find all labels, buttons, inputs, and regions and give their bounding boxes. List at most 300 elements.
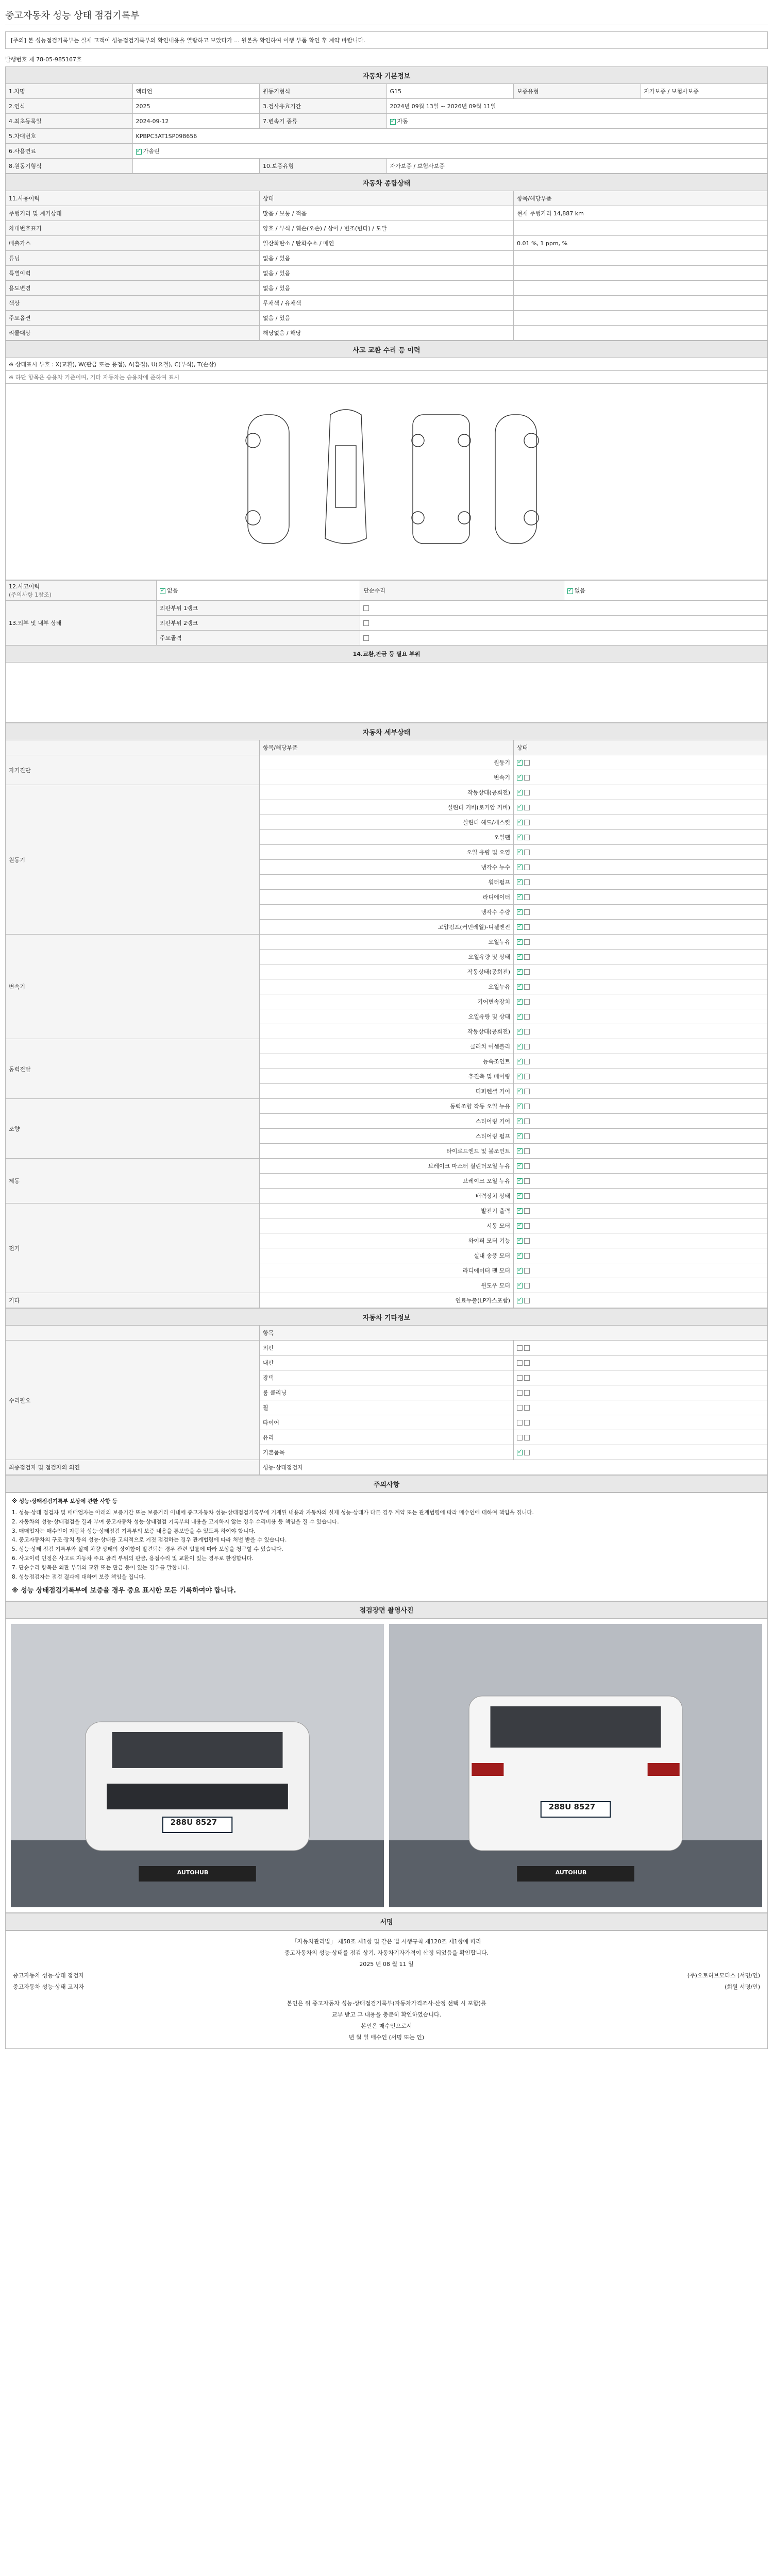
receipt-line2: 교부 받고 그 내용을 충분히 확인하였습니다. <box>331 2011 442 2018</box>
checkbox-icon <box>517 1074 523 1079</box>
detail-item-label: 브레이크 오일 누유 <box>260 1174 514 1189</box>
signature-section <box>5 1913 768 1930</box>
buyer-sign: 년 월 일 매수인 (서명 또는 인) <box>348 2033 425 2041</box>
detail-item-label: 등속조인트 <box>260 1054 514 1069</box>
detail-item-label: 시동 모터 <box>260 1218 514 1233</box>
detail-header-state: 상태 <box>514 740 768 755</box>
etc-row: 광택 <box>260 1370 514 1385</box>
detail-item-label: 오일누유 <box>260 979 514 994</box>
checkbox-icon <box>524 1118 530 1124</box>
accident-label <box>6 581 157 601</box>
detail-header-items: 항목/해당부품 <box>260 740 514 755</box>
signature-section-title: 서명 <box>6 1913 768 1930</box>
checkbox-icon <box>524 894 530 900</box>
detail-item-state <box>514 890 768 905</box>
checkbox-icon <box>524 820 530 825</box>
checkbox-icon <box>517 1044 523 1049</box>
detail-item-label: 실내 송풍 모터 <box>260 1248 514 1263</box>
checkbox-icon <box>567 588 573 594</box>
detail-item-label: 스티어링 펌프 <box>260 1129 514 1144</box>
checkbox-icon <box>390 119 396 125</box>
front-plate-text: 288U 8527 <box>170 1817 217 1827</box>
general-row-state: 없음 / 있음 <box>260 281 514 296</box>
detail-group-label: 원동기 <box>6 785 260 935</box>
checkbox-icon <box>517 1450 523 1455</box>
checkbox-icon <box>517 1268 523 1274</box>
checkbox-icon <box>524 1450 530 1455</box>
sign-line2: 중고자동차의 성능·상태를 점검 상기, 자동차기자가격이 산정 되었음을 확인합니다. <box>284 1949 489 1956</box>
exterior-note: ※ 하단 항목은 승용차 기준이며, 기타 자동차는 승용차에 준하여 표시 <box>6 371 768 384</box>
general-row-state: 없음 / 있음 <box>260 311 514 326</box>
etc-row-value <box>514 1385 768 1400</box>
rear-plate-text: 288U 8527 <box>548 1802 596 1811</box>
rear-banner-text: AUTOHUB <box>555 1869 587 1876</box>
detail-item-state <box>514 1189 768 1204</box>
checkbox-icon <box>517 1375 523 1381</box>
detail-row <box>6 755 768 770</box>
repair-table <box>5 580 768 723</box>
general-row-note <box>514 266 768 281</box>
detail-item-label: 작동상태(공회전) <box>260 964 514 979</box>
detail-item-label: 배력장치 상태 <box>260 1189 514 1204</box>
detail-item-state <box>514 1263 768 1278</box>
rear-photo <box>389 1624 762 1907</box>
car-diagram <box>5 384 768 580</box>
accident-label-text: 12.사고이력 <box>9 583 40 590</box>
detail-item-label: 냉각수 누수 <box>260 860 514 875</box>
detail-item-label: 스티어링 기어 <box>260 1114 514 1129</box>
caution-notes <box>5 1493 768 1601</box>
detail-item-state <box>514 1009 768 1024</box>
buyer-label: 본인은 매수인으로서 <box>361 2022 412 2029</box>
general-row-label: 차대번호표기 <box>6 221 260 236</box>
sign-date: 2025 년 08 월 11 일 <box>359 1960 414 1968</box>
checkbox-icon <box>517 1298 523 1303</box>
checkbox-icon <box>524 1360 530 1366</box>
fuel-text: 가솔린 <box>143 148 160 155</box>
etc-row: 타이어 <box>260 1415 514 1430</box>
checkbox-icon <box>524 1059 530 1064</box>
checkbox-icon <box>363 620 369 626</box>
etc-row-value <box>514 1415 768 1430</box>
value-engine-type: G15 <box>386 84 514 99</box>
checkbox-icon <box>517 894 523 900</box>
checkbox-icon <box>524 999 530 1005</box>
detail-item-label: 작동상태(공회전) <box>260 1024 514 1039</box>
general-row-state: 없음 / 있음 <box>260 251 514 266</box>
detail-item-state <box>514 845 768 860</box>
label-engine-model: 8.원동기형식 <box>6 159 133 174</box>
caution-item: 6. 사고이력 인정은 사고로 자동차 주요 골격 부위의 판금, 용접수리 및 교환이 있는 경우로 한정합니다. <box>12 1555 254 1562</box>
general-row-label: 튜닝 <box>6 251 260 266</box>
detail-item-label: 클러치 어셈블리 <box>260 1039 514 1054</box>
checkbox-icon <box>517 1133 523 1139</box>
outer-section-title: 14.교환,판금 등 필요 부위 <box>6 646 768 663</box>
checkbox-icon <box>524 850 530 855</box>
detail-item-label: 디퍼렌셜 기어 <box>260 1084 514 1099</box>
checkbox-icon <box>363 635 369 641</box>
checkbox-icon <box>517 1148 523 1154</box>
checkbox-icon <box>517 1014 523 1020</box>
receipt-line1: 본인은 위 중고자동차 성능·상태점검기록부(자동차가격조사·산정 선택 시 포함)를 <box>287 1999 486 2007</box>
checkbox-icon <box>524 790 530 795</box>
general-row-note: 0.01 %, 1 ppm, % <box>514 236 768 251</box>
detail-row <box>6 935 768 950</box>
general-row-note <box>514 296 768 311</box>
checkbox-icon <box>517 1223 523 1229</box>
etc-table <box>5 1308 768 1475</box>
general-row-note: 현재 주행거리 14,887 km <box>514 206 768 221</box>
exterior-section <box>5 341 768 384</box>
checkbox-icon <box>517 805 523 810</box>
checkbox-icon <box>517 820 523 825</box>
checkbox-icon <box>517 790 523 795</box>
rank2-value <box>360 616 768 631</box>
rank1-value <box>360 601 768 616</box>
checkbox-icon <box>524 954 530 960</box>
car-front-image <box>11 1624 384 1907</box>
checkbox-icon <box>517 1420 523 1426</box>
detail-group-label: 조향 <box>6 1099 260 1159</box>
detail-item-state <box>514 964 768 979</box>
checkbox-icon <box>517 1360 523 1366</box>
general-header-item: 항목/해당부품 <box>514 191 768 206</box>
general-row-state: 해당없음 / 해당 <box>260 326 514 341</box>
detail-item-state <box>514 1204 768 1218</box>
detail-item-label: 연료누출(LP가스포함) <box>260 1293 514 1308</box>
inspector-value: (주)오토허브모터스 (서명/인) <box>687 1972 760 1979</box>
exterior-legend: ※ 상태표시 부호 : X(교환), W(판금 또는 용접), A(흠집), U(요철), C(부식), T(손상) <box>6 358 768 371</box>
detail-item-label: 추진축 및 베어링 <box>260 1069 514 1084</box>
car-outline-icon <box>6 384 767 579</box>
label-car-name: 1.차명 <box>6 84 133 99</box>
detail-item-state <box>514 1278 768 1293</box>
label-warranty-type: 10.보증유형 <box>260 159 387 174</box>
checkbox-icon <box>136 149 142 155</box>
checkbox-icon <box>524 1420 530 1426</box>
document-number: 발행번호 제 78-05-985167호 <box>5 56 82 63</box>
detail-group-label: 변속기 <box>6 935 260 1039</box>
checkbox-icon <box>524 1104 530 1109</box>
photos-row <box>5 1619 768 1913</box>
exterior-section-title: 사고 교환 수리 등 이력 <box>6 341 768 358</box>
value-car-name: 액티언 <box>132 84 260 99</box>
checkbox-icon <box>517 954 523 960</box>
detail-item-label: 오일 유량 및 오염 <box>260 845 514 860</box>
detail-group-label: 자기진단 <box>6 755 260 785</box>
detail-row <box>6 1204 768 1218</box>
etc-row: 내판 <box>260 1355 514 1370</box>
detail-section-title: 자동차 세부상태 <box>6 723 768 740</box>
etc-row: 룸 클리닝 <box>260 1385 514 1400</box>
general-row-label: 배출가스 <box>6 236 260 251</box>
checkbox-icon <box>517 909 523 915</box>
general-state-table <box>5 174 768 341</box>
checkbox-icon <box>517 865 523 870</box>
detail-item-label: 타이로드엔드 및 볼조인트 <box>260 1144 514 1159</box>
value-vin: KPBPC3AT1SP098656 <box>132 129 768 144</box>
detail-item-label: 동력조향 작동 오일 누유 <box>260 1099 514 1114</box>
general-row-note <box>514 251 768 266</box>
simple-repair-value <box>564 581 767 601</box>
detail-item-state <box>514 1114 768 1129</box>
detail-group-label: 제동 <box>6 1159 260 1204</box>
checkbox-icon <box>524 1133 530 1139</box>
detail-item-state <box>514 785 768 800</box>
checkbox-icon <box>524 909 530 915</box>
general-row-note <box>514 326 768 341</box>
caution-item: 3. 매매업자는 매수인이 자동차 성능·상태점검 기록부의 보증 내용을 통보받을 수 있도록 하여야 합니다. <box>12 1528 256 1534</box>
checkbox-icon <box>524 865 530 870</box>
detail-item-state <box>514 1054 768 1069</box>
detail-item-state <box>514 935 768 950</box>
checkbox-icon <box>517 850 523 855</box>
detail-item-label: 라디에이터 <box>260 890 514 905</box>
value-transmission <box>386 114 768 129</box>
detail-item-label: 발전기 출력 <box>260 1204 514 1218</box>
checkbox-icon <box>517 1193 523 1199</box>
checkbox-icon <box>524 1435 530 1440</box>
detail-item-label: 실린더 헤드/개스킷 <box>260 815 514 830</box>
checkbox-icon <box>524 835 530 840</box>
checkbox-icon <box>517 1059 523 1064</box>
detail-body <box>6 755 768 1308</box>
rank1-label: 외판부위 1랭크 <box>157 601 360 616</box>
detail-item-label: 오일누유 <box>260 935 514 950</box>
checkbox-icon <box>517 1253 523 1259</box>
detail-item-state <box>514 1159 768 1174</box>
caution-table <box>5 1475 768 1493</box>
caution-item: 2. 자동차의 성능·상태점검을 결과 부여 중고자동차 성능·상태점검 기록부의 내용을 고지하지 않는 경우 수리비용 등 책임을 질 수 있습니다. <box>12 1518 339 1525</box>
checkbox-icon <box>517 760 523 766</box>
checkbox-icon <box>524 1163 530 1169</box>
label-vin: 5.차대번호 <box>6 129 133 144</box>
detail-item-state <box>514 1248 768 1263</box>
detail-item-label: 라디에이터 팬 모터 <box>260 1263 514 1278</box>
detail-item-state <box>514 1099 768 1114</box>
checkbox-icon <box>524 1390 530 1396</box>
checkbox-icon <box>517 835 523 840</box>
label-transmission: 7.변속기 종류 <box>260 114 387 129</box>
checkbox-icon <box>524 1148 530 1154</box>
outer-parts-area <box>6 663 768 723</box>
frame-value <box>360 631 768 646</box>
detail-item-label: 기어변속장치 <box>260 994 514 1009</box>
detail-item-label: 냉각수 수량 <box>260 905 514 920</box>
detail-group-label: 전기 <box>6 1204 260 1293</box>
checkbox-icon <box>524 1375 530 1381</box>
accident-sub-text: (주의사항 1참조) <box>9 591 52 598</box>
document-title: 중고자동차 성능 상태 점검기록부 <box>5 5 768 25</box>
etc-row: 휠 <box>260 1400 514 1415</box>
detail-item-state <box>514 1084 768 1099</box>
detail-item-label: 워터펌프 <box>260 875 514 890</box>
label-inspection-period: 3.검사유효기간 <box>260 99 387 114</box>
detail-item-state <box>514 860 768 875</box>
checkbox-icon <box>524 984 530 990</box>
transmission-text: 자동 <box>397 118 408 125</box>
detail-item-label: 오일유량 및 상태 <box>260 1009 514 1024</box>
general-row-label: 특별이력 <box>6 266 260 281</box>
etc-row-value <box>514 1400 768 1415</box>
sign-line1: 「자동차관리법」 제58조 제1항 및 같은 법 시행규칙 제120조 제1항에 따라 <box>291 1938 482 1945</box>
detail-item-label: 오일유량 및 상태 <box>260 950 514 964</box>
general-section-title: 자동차 종합상태 <box>6 174 768 191</box>
detail-item-state <box>514 994 768 1009</box>
checkbox-icon <box>524 1029 530 1035</box>
checkbox-icon <box>517 1345 523 1351</box>
photos-section-title: 점검장면 촬영사진 <box>6 1601 768 1618</box>
etc-header: 항목 <box>260 1326 768 1341</box>
basic-info-section-title: 자동차 기본정보 <box>6 67 768 84</box>
general-header-state: 상태 <box>260 191 514 206</box>
checkbox-icon <box>517 1435 523 1440</box>
label-engine-type: 원동기형식 <box>260 84 387 99</box>
front-photo <box>11 1624 384 1907</box>
basic-info-table <box>5 66 768 174</box>
checkbox-icon <box>517 984 523 990</box>
checkbox-icon <box>524 1405 530 1411</box>
detail-item-label: 작동상태(공회전) <box>260 785 514 800</box>
checkbox-icon <box>524 775 530 781</box>
checkbox-icon <box>517 1405 523 1411</box>
checkbox-icon <box>524 1253 530 1259</box>
caution-title: ※ 성능·상태점검기록부 보상에 관한 사항 등 <box>12 1498 117 1504</box>
detail-row <box>6 1293 768 1308</box>
checkbox-icon <box>524 805 530 810</box>
checkbox-icon <box>517 879 523 885</box>
detail-item-state <box>514 1293 768 1308</box>
detail-item-state <box>514 979 768 994</box>
checkbox-icon <box>524 1089 530 1094</box>
checkbox-icon <box>517 939 523 945</box>
dealer-value: (회원 서명/인) <box>725 1983 760 1990</box>
etc-row: 유리 <box>260 1430 514 1445</box>
general-row-label: 리콜대상 <box>6 326 260 341</box>
general-row-state: 없음 / 있음 <box>260 266 514 281</box>
owner-value: 성능·상태점검자 <box>260 1460 768 1475</box>
value-warranty-type: 자가보증 / 보험사보증 <box>386 159 768 174</box>
etc-row-value <box>514 1341 768 1355</box>
detail-row <box>6 1159 768 1174</box>
etc-header-left <box>6 1326 260 1341</box>
checkbox-icon <box>524 1345 530 1351</box>
detail-item-label: 실린더 커버(로커암 커버) <box>260 800 514 815</box>
etc-row-value <box>514 1430 768 1445</box>
value-first-reg: 2024-09-12 <box>132 114 260 129</box>
general-row-note <box>514 311 768 326</box>
accident-value <box>157 581 360 601</box>
detail-group-label: 동력전달 <box>6 1039 260 1099</box>
general-header-usage: 11.사용이력 <box>6 191 260 206</box>
detail-item-state <box>514 1144 768 1159</box>
caution-item: 5. 성능·상태 점검 기록부와 실제 차량 상태의 상이함이 발견되는 경우 관련 법률에 따라 보상을 청구할 수 있습니다. <box>12 1546 283 1553</box>
caution-item: 4. 중고자동차의 구조·장치 등의 성능·상태를 고의적으로 거짓 점검하는 경우 관계법령에 따라 처벌 받을 수 있습니다. <box>12 1537 287 1544</box>
detail-item-label: 와이퍼 모터 기능 <box>260 1233 514 1248</box>
general-row-label: 용도변경 <box>6 281 260 296</box>
checkbox-icon <box>524 1044 530 1049</box>
checkbox-icon <box>524 879 530 885</box>
checkbox-icon <box>524 1074 530 1079</box>
checkbox-icon <box>524 1208 530 1214</box>
label-first-reg: 4.최초등록일 <box>6 114 133 129</box>
value-inspection-period: 2024년 09월 13일 ~ 2026년 09월 11일 <box>386 99 768 114</box>
general-row-note <box>514 221 768 236</box>
car-rear-image <box>389 1624 762 1907</box>
detail-item-state <box>514 1233 768 1248</box>
checkbox-icon <box>517 969 523 975</box>
checkbox-icon <box>517 1163 523 1169</box>
dealer-label: 중고자동차 성능·상태 고지자 <box>13 1983 85 1990</box>
notice-box: [주의] 본 성능점검기록부는 실제 고객이 성능점검기록부의 확인내용을 열람하고 보았다가 ... 원본을 확인하여 이행 부품 확인 후 계약 바랍니다. <box>5 31 768 49</box>
checkbox-icon <box>517 1104 523 1109</box>
detail-item-label: 오일팬 <box>260 830 514 845</box>
general-row-label: 주행거리 및 계기상태 <box>6 206 260 221</box>
checkbox-icon <box>524 1238 530 1244</box>
checkbox-icon <box>517 1238 523 1244</box>
detail-item-state <box>514 815 768 830</box>
general-row-state: 일산화탄소 / 탄화수소 / 매연 <box>260 236 514 251</box>
inspector-label: 중고자동차 성능·상태 점검자 <box>13 1972 85 1979</box>
detail-item-state <box>514 1069 768 1084</box>
photos-section <box>5 1601 768 1619</box>
etc-row: 기본품목 <box>260 1445 514 1460</box>
general-row-label: 주요옵션 <box>6 311 260 326</box>
general-row-label: 색상 <box>6 296 260 311</box>
detail-item-label: 변속기 <box>260 770 514 785</box>
detail-row <box>6 785 768 800</box>
checkbox-icon <box>524 1193 530 1199</box>
general-row-state: 많음 / 보통 / 적음 <box>260 206 514 221</box>
frame-label: 주요골격 <box>157 631 360 646</box>
detail-item-state <box>514 800 768 815</box>
detail-row <box>6 1039 768 1054</box>
general-row-note <box>514 281 768 296</box>
checkbox-icon <box>517 1283 523 1289</box>
checkbox-icon <box>517 1208 523 1214</box>
checkbox-icon <box>524 1283 530 1289</box>
detail-item-state <box>514 1174 768 1189</box>
checkbox-icon <box>524 969 530 975</box>
etc-row-value <box>514 1355 768 1370</box>
checkbox-icon <box>517 775 523 781</box>
simple-repair-label: 단순수리 <box>360 581 564 601</box>
caution-footer: ※ 성능 상태점검기록부에 보증을 경우 중요 표시한 모든 기록하여야 합니다. <box>12 1586 237 1595</box>
label-fuel: 6.사용연료 <box>6 144 133 159</box>
etc-condition-label: 수리필요 <box>6 1341 260 1460</box>
etc-row-value <box>514 1445 768 1460</box>
etc-row-value <box>514 1370 768 1385</box>
checkbox-icon <box>517 1029 523 1035</box>
eval-label: 13.외부 및 내부 상태 <box>6 601 157 646</box>
inspector-row <box>13 1970 760 1981</box>
detail-group-label: 기타 <box>6 1293 260 1308</box>
rank2-label: 외판부위 2랭크 <box>157 616 360 631</box>
etc-row: 외판 <box>260 1341 514 1355</box>
checkbox-icon <box>524 939 530 945</box>
checkbox-icon <box>160 588 165 594</box>
signature-block <box>5 1930 768 2049</box>
accident-value-text: 없음 <box>167 587 178 594</box>
detail-row <box>6 1099 768 1114</box>
checkbox-icon <box>517 924 523 930</box>
detail-item-state <box>514 1039 768 1054</box>
value-engine-model <box>132 159 260 174</box>
front-banner-text: AUTOHUB <box>177 1869 209 1876</box>
label-year: 2.연식 <box>6 99 133 114</box>
label-warranty: 보증유형 <box>514 84 641 99</box>
owner-label: 최종점검자 및 점검자의 의견 <box>6 1460 260 1475</box>
